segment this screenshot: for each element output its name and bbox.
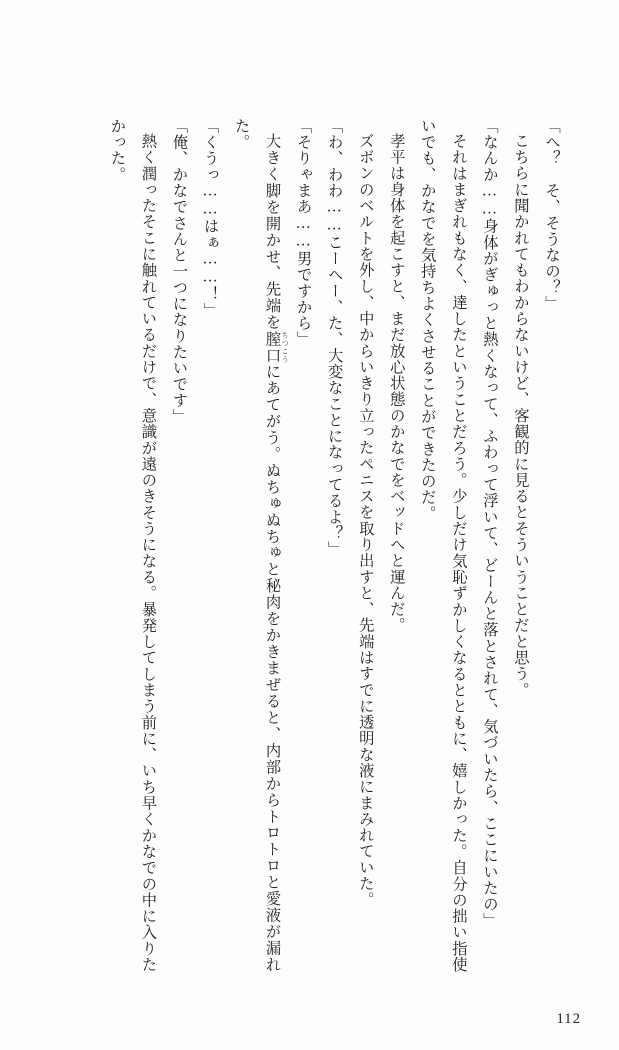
paragraph: ズボンのベルトを外し、中からいきり立ったペニスを取り出すと、先端はすでに透明な液にまみれていた。 [356, 133, 374, 909]
paragraph: 熱く潤ったそこに触れているだけで、意識が遠のきそうになる。暴発してしまう前に、いち早くかなでの中に入りたかった。 [108, 118, 157, 973]
paragraph: 「俺、かなでさんと一つになりたいです」 [170, 118, 188, 425]
paragraph: 孝平は身体を起こすと、まだ放心状態のかなでをベッドへと運んだ。 [387, 133, 405, 634]
paragraph-with-ruby: 大きく脚を開かせ、先端を膣口 ちつこうにあてがう。ぬちゅぬちゅと秘肉をかきまぜると、内部からトロトロと愛液が漏れた。 [232, 118, 288, 973]
paragraph: 「わ、わわ……こーへー、た、大変なことになってるよ？」 [325, 118, 343, 558]
page-number: 112 [556, 1011, 581, 1027]
paragraph: それはまぎれもなく、達したということだろう。少しだけ気恥ずかしくなるとともに、嬉しかった。自分の拙い指使いでも、かなでを気持ちよくさせることができたのだ。 [418, 118, 467, 973]
ruby-annotation: 膣口 ちつこう [263, 330, 288, 364]
paragraph: 「へ？ そ、そうなの？」 [543, 118, 560, 312]
paragraph: 「そりゃまあ……男ですから」 [294, 118, 312, 348]
paragraph: こちらに聞かれてもわからないけど、客観的に見るとそういうことだと思う。 [511, 133, 529, 699]
vertical-text-body [87, 118, 567, 973]
paragraph: 「なんか……身体がぎゅっと熱くなって、ふわって浮いて、どーんと落とされて、気づいたら、ここにいたの」 [480, 118, 498, 929]
paragraph: 「くうっ……はぁ……！」 [201, 118, 219, 319]
